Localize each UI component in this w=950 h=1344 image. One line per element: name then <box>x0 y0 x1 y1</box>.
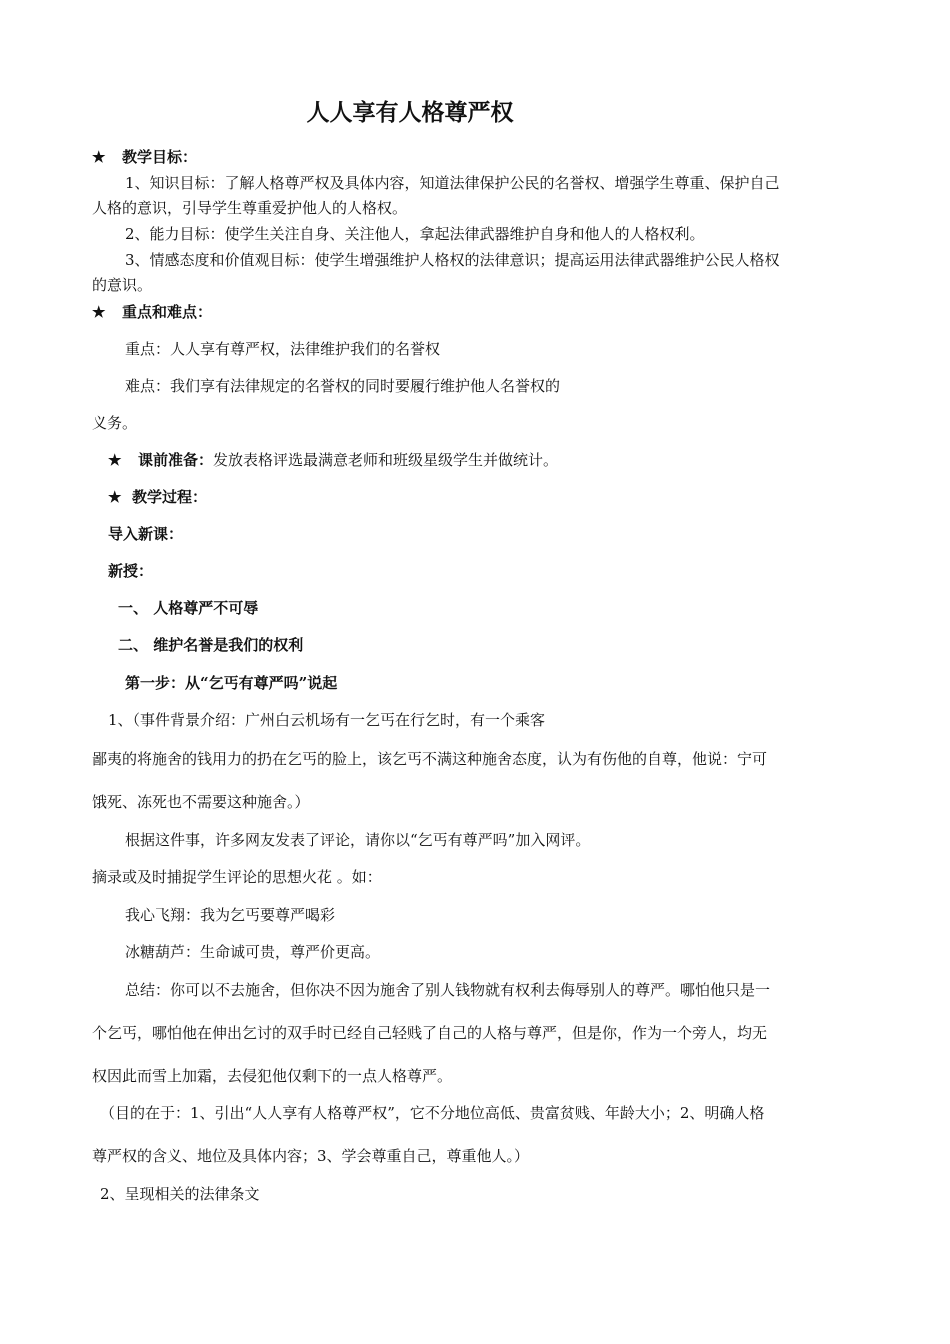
paragraph-line: 3、情感态度和价值观目标：使学生增强维护人格权的法律意识；提高运用法律武器维护公民人格权 <box>125 251 780 269</box>
star-icon: ★ <box>92 148 106 166</box>
paragraph-line: 难点：我们享有法律规定的名誉权的同时要履行维护他人名誉权的 <box>125 377 561 395</box>
paragraph-line: 2、能力目标：使学生关注自身、关注他人，拿起法律武器维护自身和他人的人格权利。 <box>125 225 705 243</box>
star-icon: ★ <box>108 488 122 506</box>
paragraph-line: 饿死、冻死也不需要这种施舍。） <box>92 793 310 811</box>
paragraph-line: 1、（事件背景介绍：广州白云机场有一乞丐在行乞时，有一个乘客 <box>108 711 546 729</box>
paragraph-line: 个乞丐，哪怕他在伸出乞讨的双手时已经自己轻贱了自己的人格与尊严，但是你，作为一个旁人，均无 <box>92 1024 768 1042</box>
heading-new-lesson: 新授： <box>108 562 154 580</box>
star-icon: ★ <box>108 451 122 469</box>
heading-teaching-goals: ★ 教学目标： <box>92 148 198 166</box>
paragraph-line: 1、知识目标：了解人格尊严权及具体内容，知道法律保护公民的名誉权、增强学生尊重、保护自己 <box>125 174 780 192</box>
paragraph-line: 权因此而雪上加霜，去侵犯他仅剩下的一点人格尊严。 <box>92 1067 453 1085</box>
section-heading: 一、 人格尊严不可辱 <box>118 599 259 617</box>
section-heading: 二、 维护名誉是我们的权利 <box>118 636 304 654</box>
star-icon: ★ <box>92 303 106 321</box>
paragraph-line: 的意识。 <box>92 276 153 294</box>
paragraph-line: 重点：人人享有尊严权，法律维护我们的名誉权 <box>125 340 441 358</box>
heading-introduction: 导入新课： <box>108 525 184 543</box>
paragraph-line: 义务。 <box>92 414 138 432</box>
paragraph-line: 总结：你可以不去施舍，但你决不因为施舍了别人钱物就有权利去侮辱别人的尊严。哪怕他只是一 <box>125 981 771 999</box>
step-heading: 第一步：从“乞丐有尊严吗”说起 <box>125 674 338 692</box>
paragraph-line: （目的在于：1、引出“人人享有人格尊严权”，它不分地位高低、贵富贫贱、年龄大小；2、明确人格 <box>100 1104 765 1122</box>
paragraph-line: 我心飞翔：我为乞丐要尊严喝彩 <box>125 906 336 924</box>
paragraph-line: 鄙夷的将施舍的钱用力的扔在乞丐的脸上，该乞丐不满这种施舍态度，认为有伤他的自尊，他说：宁可 <box>92 750 768 768</box>
document-title: 人人享有人格尊严权 <box>306 99 514 126</box>
heading-teaching-process: ★ 教学过程： <box>108 488 208 506</box>
heading-key-points: ★ 重点和难点： <box>92 303 213 321</box>
paragraph-line: 2、呈现相关的法律条文 <box>100 1185 260 1203</box>
paragraph-line: 尊严权的含义、地位及具体内容；3、学会尊重自己，尊重他人。） <box>92 1147 530 1165</box>
heading-preparation: ★ 课前准备：发放表格评选最满意老师和班级星级学生并做统计。 <box>108 451 559 469</box>
paragraph-line: 根据这件事，许多网友发表了评论，请你以“乞丐有尊严吗”加入网评。 <box>125 831 591 849</box>
paragraph-line: 人格的意识，引导学生尊重爱护他人的人格权。 <box>92 199 408 217</box>
paragraph-line: 摘录或及时捕捉学生评论的思想火花 。如： <box>92 868 382 886</box>
paragraph-line: 冰糖葫芦：生命诚可贵，尊严价更高。 <box>125 943 381 961</box>
